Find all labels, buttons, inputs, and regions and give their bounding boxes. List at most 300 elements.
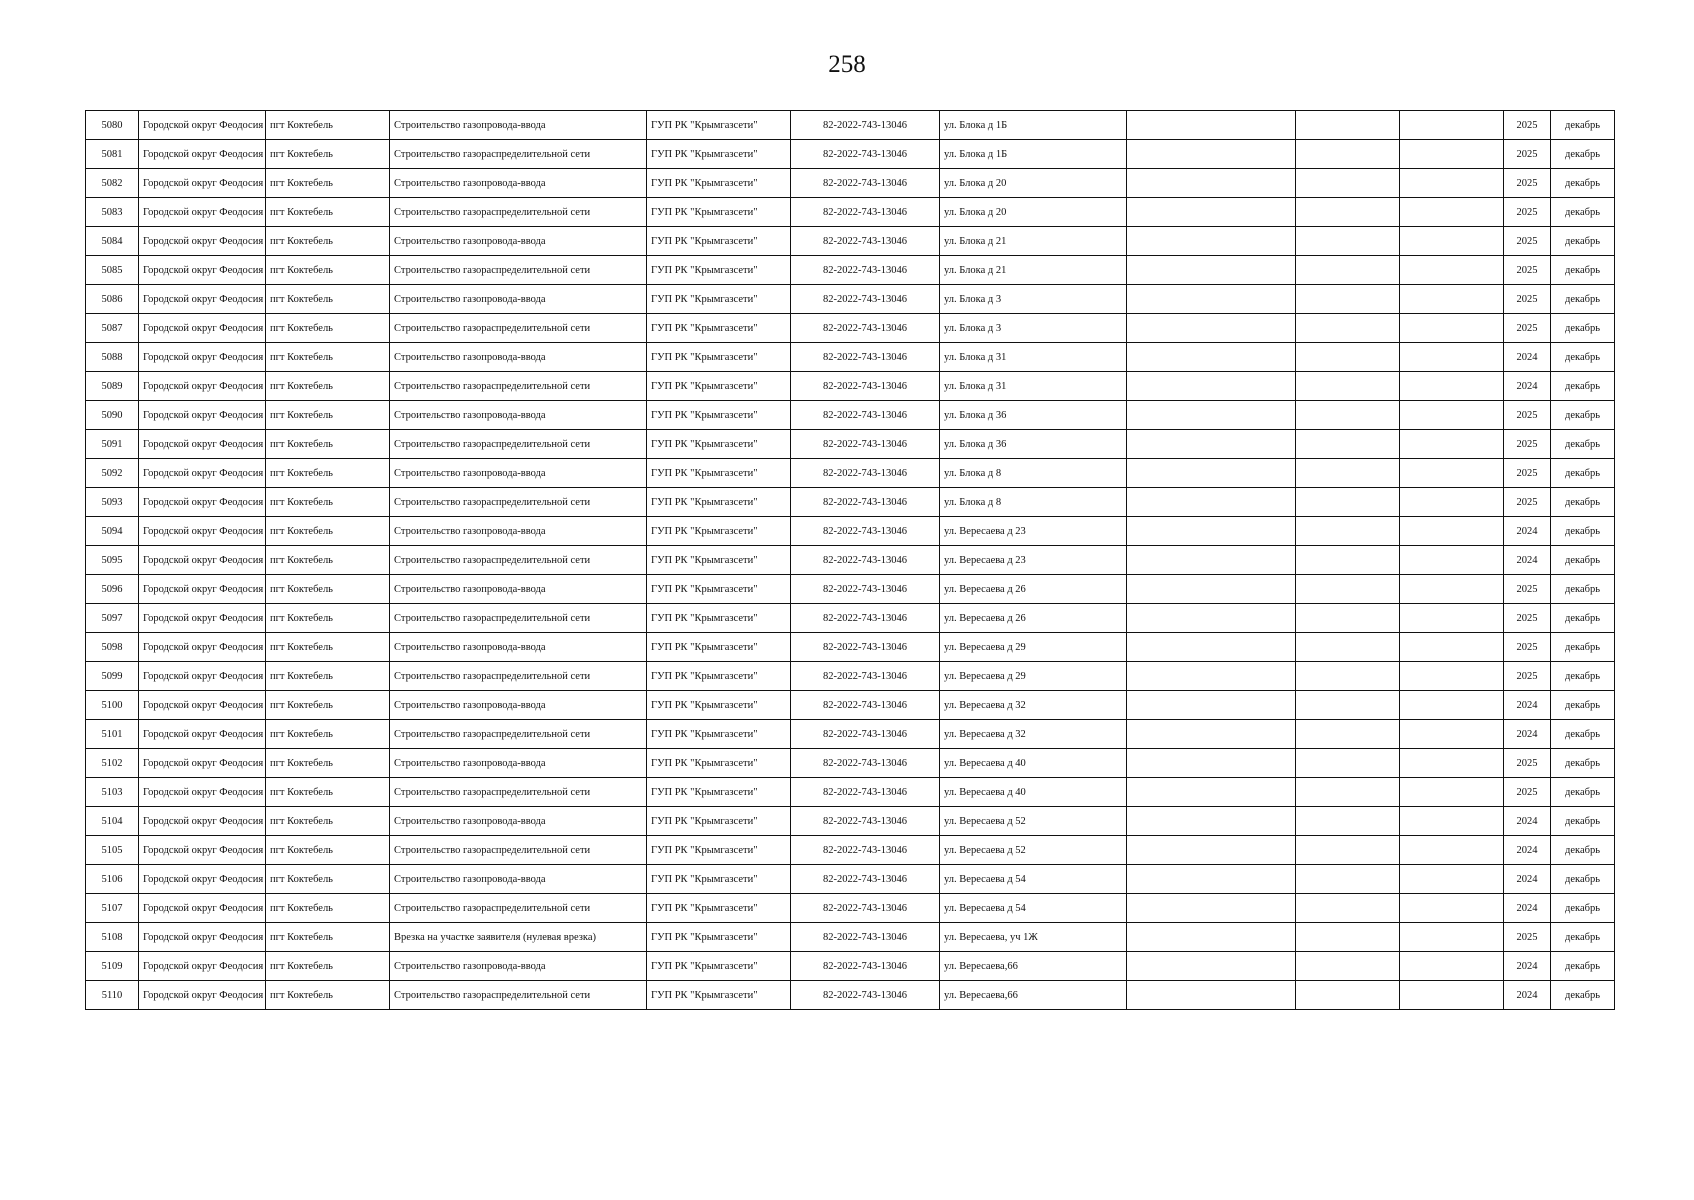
- row-year: 2024: [1504, 720, 1551, 749]
- row-code: 82-2022-743-13046: [791, 517, 940, 546]
- row-number: 5101: [86, 720, 139, 749]
- row-settlement: пгт Коктебель: [266, 140, 390, 169]
- row-code: 82-2022-743-13046: [791, 169, 940, 198]
- row-year: 2025: [1504, 285, 1551, 314]
- row-district: Городской округ Феодосия: [139, 836, 266, 865]
- row-settlement: пгт Коктебель: [266, 691, 390, 720]
- table-row: [86, 372, 1615, 401]
- row-number: 5102: [86, 749, 139, 778]
- row-address: ул. Блока д 36: [940, 401, 1127, 430]
- row-organization: ГУП РК "Крымгазсети": [647, 720, 791, 749]
- row-month: декабрь: [1551, 430, 1615, 459]
- row-address: ул. Вересаева д 40: [940, 778, 1127, 807]
- row-work-type: Строительство газопровода-ввода: [390, 575, 647, 604]
- row-work-type: Строительство газораспределительной сети: [390, 836, 647, 865]
- row-work-type: Строительство газопровода-ввода: [390, 517, 647, 546]
- row-district: Городской округ Феодосия: [139, 343, 266, 372]
- row-year: 2025: [1504, 111, 1551, 140]
- row-code: 82-2022-743-13046: [791, 285, 940, 314]
- row-year: 2025: [1504, 198, 1551, 227]
- table-row: [86, 169, 1615, 198]
- row-number: 5084: [86, 227, 139, 256]
- row-address: ул. Блока д 21: [940, 227, 1127, 256]
- table-row: [86, 836, 1615, 865]
- row-number: 5081: [86, 140, 139, 169]
- row-organization: ГУП РК "Крымгазсети": [647, 981, 791, 1010]
- row-empty-cell: [1296, 865, 1400, 894]
- row-number: 5097: [86, 604, 139, 633]
- row-number: 5105: [86, 836, 139, 865]
- row-settlement: пгт Коктебель: [266, 720, 390, 749]
- table-row: [86, 923, 1615, 952]
- row-empty-cell: [1296, 430, 1400, 459]
- row-work-type: Строительство газораспределительной сети: [390, 488, 647, 517]
- row-organization: ГУП РК "Крымгазсети": [647, 604, 791, 633]
- row-address: ул. Вересаева д 40: [940, 749, 1127, 778]
- row-work-type: Строительство газораспределительной сети: [390, 314, 647, 343]
- row-empty-cell: [1127, 691, 1296, 720]
- row-work-type: Строительство газопровода-ввода: [390, 343, 647, 372]
- row-code: 82-2022-743-13046: [791, 314, 940, 343]
- row-empty-cell: [1127, 604, 1296, 633]
- row-code: 82-2022-743-13046: [791, 575, 940, 604]
- row-code: 82-2022-743-13046: [791, 256, 940, 285]
- table-row: [86, 111, 1615, 140]
- row-empty-cell: [1127, 720, 1296, 749]
- row-month: декабрь: [1551, 546, 1615, 575]
- row-empty-cell: [1127, 401, 1296, 430]
- row-month: декабрь: [1551, 952, 1615, 981]
- row-organization: ГУП РК "Крымгазсети": [647, 314, 791, 343]
- row-work-type: Строительство газораспределительной сети: [390, 430, 647, 459]
- table-row: [86, 691, 1615, 720]
- row-settlement: пгт Коктебель: [266, 749, 390, 778]
- table-row: [86, 459, 1615, 488]
- row-address: ул. Вересаева д 54: [940, 865, 1127, 894]
- row-settlement: пгт Коктебель: [266, 169, 390, 198]
- row-month: декабрь: [1551, 517, 1615, 546]
- row-empty-cell: [1296, 285, 1400, 314]
- row-organization: ГУП РК "Крымгазсети": [647, 488, 791, 517]
- table-row: [86, 343, 1615, 372]
- row-year: 2024: [1504, 981, 1551, 1010]
- row-work-type: Строительство газопровода-ввода: [390, 691, 647, 720]
- row-work-type: Строительство газопровода-ввода: [390, 952, 647, 981]
- row-settlement: пгт Коктебель: [266, 227, 390, 256]
- row-address: ул. Блока д 20: [940, 198, 1127, 227]
- row-month: декабрь: [1551, 923, 1615, 952]
- row-year: 2025: [1504, 430, 1551, 459]
- row-empty-cell: [1400, 778, 1504, 807]
- row-code: 82-2022-743-13046: [791, 343, 940, 372]
- row-empty-cell: [1400, 401, 1504, 430]
- row-year: 2024: [1504, 952, 1551, 981]
- row-organization: ГУП РК "Крымгазсети": [647, 662, 791, 691]
- row-district: Городской округ Феодосия: [139, 662, 266, 691]
- row-settlement: пгт Коктебель: [266, 546, 390, 575]
- row-organization: ГУП РК "Крымгазсети": [647, 749, 791, 778]
- row-number: 5098: [86, 633, 139, 662]
- row-work-type: Строительство газораспределительной сети: [390, 720, 647, 749]
- row-empty-cell: [1127, 894, 1296, 923]
- row-empty-cell: [1400, 865, 1504, 894]
- row-number: 5089: [86, 372, 139, 401]
- row-year: 2025: [1504, 604, 1551, 633]
- row-empty-cell: [1296, 923, 1400, 952]
- row-empty-cell: [1296, 227, 1400, 256]
- row-empty-cell: [1296, 720, 1400, 749]
- row-year: 2024: [1504, 517, 1551, 546]
- row-empty-cell: [1400, 836, 1504, 865]
- row-year: 2024: [1504, 836, 1551, 865]
- row-empty-cell: [1127, 169, 1296, 198]
- row-empty-cell: [1296, 314, 1400, 343]
- row-work-type: Строительство газопровода-ввода: [390, 401, 647, 430]
- row-organization: ГУП РК "Крымгазсети": [647, 575, 791, 604]
- row-settlement: пгт Коктебель: [266, 981, 390, 1010]
- row-empty-cell: [1400, 749, 1504, 778]
- row-empty-cell: [1400, 314, 1504, 343]
- row-organization: ГУП РК "Крымгазсети": [647, 169, 791, 198]
- table-row: [86, 952, 1615, 981]
- row-address: ул. Блока д 8: [940, 459, 1127, 488]
- row-number: 5107: [86, 894, 139, 923]
- row-empty-cell: [1127, 575, 1296, 604]
- row-organization: ГУП РК "Крымгазсети": [647, 836, 791, 865]
- row-empty-cell: [1400, 488, 1504, 517]
- row-empty-cell: [1296, 807, 1400, 836]
- row-number: 5109: [86, 952, 139, 981]
- table-row: [86, 517, 1615, 546]
- row-empty-cell: [1127, 981, 1296, 1010]
- row-month: декабрь: [1551, 575, 1615, 604]
- row-empty-cell: [1127, 836, 1296, 865]
- row-code: 82-2022-743-13046: [791, 546, 940, 575]
- row-settlement: пгт Коктебель: [266, 952, 390, 981]
- row-code: 82-2022-743-13046: [791, 720, 940, 749]
- row-organization: ГУП РК "Крымгазсети": [647, 111, 791, 140]
- row-settlement: пгт Коктебель: [266, 401, 390, 430]
- row-district: Городской округ Феодосия: [139, 575, 266, 604]
- row-address: ул. Блока д 3: [940, 285, 1127, 314]
- row-number: 5088: [86, 343, 139, 372]
- row-address: ул. Блока д 36: [940, 430, 1127, 459]
- row-address: ул. Вересаева д 26: [940, 575, 1127, 604]
- row-empty-cell: [1296, 575, 1400, 604]
- row-organization: ГУП РК "Крымгазсети": [647, 952, 791, 981]
- row-year: 2025: [1504, 169, 1551, 198]
- row-empty-cell: [1296, 981, 1400, 1010]
- row-organization: ГУП РК "Крымгазсети": [647, 343, 791, 372]
- row-code: 82-2022-743-13046: [791, 372, 940, 401]
- row-number: 5095: [86, 546, 139, 575]
- row-empty-cell: [1400, 285, 1504, 314]
- row-month: декабрь: [1551, 662, 1615, 691]
- row-settlement: пгт Коктебель: [266, 807, 390, 836]
- table-row: [86, 807, 1615, 836]
- row-number: 5108: [86, 923, 139, 952]
- row-empty-cell: [1400, 633, 1504, 662]
- row-address: ул. Блока д 31: [940, 343, 1127, 372]
- row-month: декабрь: [1551, 807, 1615, 836]
- row-district: Городской округ Феодосия: [139, 169, 266, 198]
- row-organization: ГУП РК "Крымгазсети": [647, 517, 791, 546]
- table-row: [86, 227, 1615, 256]
- row-address: ул. Блока д 8: [940, 488, 1127, 517]
- row-code: 82-2022-743-13046: [791, 111, 940, 140]
- row-empty-cell: [1127, 430, 1296, 459]
- row-empty-cell: [1127, 778, 1296, 807]
- row-year: 2025: [1504, 256, 1551, 285]
- row-number: 5092: [86, 459, 139, 488]
- row-empty-cell: [1127, 923, 1296, 952]
- row-work-type: Врезка на участке заявителя (нулевая врезка): [390, 923, 647, 952]
- table-row: [86, 575, 1615, 604]
- row-year: 2025: [1504, 488, 1551, 517]
- row-empty-cell: [1400, 343, 1504, 372]
- row-empty-cell: [1296, 401, 1400, 430]
- row-code: 82-2022-743-13046: [791, 459, 940, 488]
- row-code: 82-2022-743-13046: [791, 981, 940, 1010]
- row-empty-cell: [1296, 140, 1400, 169]
- row-month: декабрь: [1551, 401, 1615, 430]
- row-empty-cell: [1296, 662, 1400, 691]
- row-code: 82-2022-743-13046: [791, 865, 940, 894]
- row-address: ул. Блока д 31: [940, 372, 1127, 401]
- row-settlement: пгт Коктебель: [266, 662, 390, 691]
- row-organization: ГУП РК "Крымгазсети": [647, 372, 791, 401]
- row-district: Городской округ Феодосия: [139, 140, 266, 169]
- table-row: [86, 865, 1615, 894]
- row-empty-cell: [1400, 662, 1504, 691]
- row-organization: ГУП РК "Крымгазсети": [647, 256, 791, 285]
- row-empty-cell: [1400, 894, 1504, 923]
- row-code: 82-2022-743-13046: [791, 807, 940, 836]
- row-organization: ГУП РК "Крымгазсети": [647, 691, 791, 720]
- row-district: Городской округ Феодосия: [139, 952, 266, 981]
- row-address: ул. Вересаева д 23: [940, 546, 1127, 575]
- row-number: 5093: [86, 488, 139, 517]
- row-district: Городской округ Феодосия: [139, 488, 266, 517]
- row-year: 2025: [1504, 778, 1551, 807]
- row-empty-cell: [1296, 604, 1400, 633]
- row-month: декабрь: [1551, 894, 1615, 923]
- row-address: ул. Вересаева д 32: [940, 720, 1127, 749]
- row-organization: ГУП РК "Крымгазсети": [647, 923, 791, 952]
- row-month: декабрь: [1551, 198, 1615, 227]
- row-code: 82-2022-743-13046: [791, 749, 940, 778]
- row-district: Городской округ Феодосия: [139, 691, 266, 720]
- row-work-type: Строительство газораспределительной сети: [390, 372, 647, 401]
- row-code: 82-2022-743-13046: [791, 662, 940, 691]
- table-row: [86, 981, 1615, 1010]
- row-year: 2025: [1504, 140, 1551, 169]
- row-settlement: пгт Коктебель: [266, 256, 390, 285]
- row-code: 82-2022-743-13046: [791, 836, 940, 865]
- row-year: 2025: [1504, 633, 1551, 662]
- row-empty-cell: [1296, 894, 1400, 923]
- row-settlement: пгт Коктебель: [266, 488, 390, 517]
- row-month: декабрь: [1551, 227, 1615, 256]
- row-code: 82-2022-743-13046: [791, 430, 940, 459]
- table-row: [86, 314, 1615, 343]
- row-district: Городской округ Феодосия: [139, 256, 266, 285]
- row-work-type: Строительство газопровода-ввода: [390, 459, 647, 488]
- row-code: 82-2022-743-13046: [791, 140, 940, 169]
- row-empty-cell: [1400, 952, 1504, 981]
- row-address: ул. Вересаева д 52: [940, 836, 1127, 865]
- row-code: 82-2022-743-13046: [791, 604, 940, 633]
- row-year: 2025: [1504, 314, 1551, 343]
- row-organization: ГУП РК "Крымгазсети": [647, 227, 791, 256]
- row-settlement: пгт Коктебель: [266, 343, 390, 372]
- row-settlement: пгт Коктебель: [266, 633, 390, 662]
- row-year: 2024: [1504, 372, 1551, 401]
- row-empty-cell: [1127, 546, 1296, 575]
- row-empty-cell: [1127, 517, 1296, 546]
- table-row: [86, 401, 1615, 430]
- row-empty-cell: [1296, 372, 1400, 401]
- row-empty-cell: [1296, 749, 1400, 778]
- row-work-type: Строительство газораспределительной сети: [390, 546, 647, 575]
- row-work-type: Строительство газопровода-ввода: [390, 749, 647, 778]
- row-address: ул. Блока д 1Б: [940, 140, 1127, 169]
- row-district: Городской округ Феодосия: [139, 314, 266, 343]
- row-year: 2024: [1504, 343, 1551, 372]
- row-work-type: Строительство газораспределительной сети: [390, 140, 647, 169]
- row-year: 2025: [1504, 459, 1551, 488]
- row-empty-cell: [1127, 662, 1296, 691]
- row-address: ул. Вересаева,66: [940, 981, 1127, 1010]
- row-number: 5103: [86, 778, 139, 807]
- row-month: декабрь: [1551, 865, 1615, 894]
- row-month: декабрь: [1551, 343, 1615, 372]
- row-district: Городской округ Феодосия: [139, 111, 266, 140]
- row-empty-cell: [1400, 111, 1504, 140]
- row-organization: ГУП РК "Крымгазсети": [647, 778, 791, 807]
- row-month: декабрь: [1551, 169, 1615, 198]
- row-organization: ГУП РК "Крымгазсети": [647, 459, 791, 488]
- row-month: декабрь: [1551, 836, 1615, 865]
- row-address: ул. Вересаева д 29: [940, 633, 1127, 662]
- row-empty-cell: [1296, 459, 1400, 488]
- row-month: декабрь: [1551, 981, 1615, 1010]
- row-empty-cell: [1127, 111, 1296, 140]
- row-empty-cell: [1127, 749, 1296, 778]
- row-district: Городской округ Феодосия: [139, 894, 266, 923]
- row-month: декабрь: [1551, 691, 1615, 720]
- row-code: 82-2022-743-13046: [791, 691, 940, 720]
- row-code: 82-2022-743-13046: [791, 227, 940, 256]
- row-code: 82-2022-743-13046: [791, 401, 940, 430]
- row-empty-cell: [1127, 285, 1296, 314]
- row-empty-cell: [1127, 633, 1296, 662]
- row-organization: ГУП РК "Крымгазсети": [647, 807, 791, 836]
- row-empty-cell: [1127, 459, 1296, 488]
- row-district: Городской округ Феодосия: [139, 546, 266, 575]
- row-address: ул. Вересаева д 26: [940, 604, 1127, 633]
- row-month: декабрь: [1551, 372, 1615, 401]
- row-empty-cell: [1400, 372, 1504, 401]
- row-month: декабрь: [1551, 749, 1615, 778]
- row-empty-cell: [1400, 256, 1504, 285]
- row-month: декабрь: [1551, 256, 1615, 285]
- row-empty-cell: [1296, 517, 1400, 546]
- row-empty-cell: [1127, 343, 1296, 372]
- row-empty-cell: [1296, 836, 1400, 865]
- row-organization: ГУП РК "Крымгазсети": [647, 140, 791, 169]
- row-address: ул. Вересаева д 32: [940, 691, 1127, 720]
- row-address: ул. Вересаева д 52: [940, 807, 1127, 836]
- table-row: [86, 604, 1615, 633]
- table-row: [86, 140, 1615, 169]
- row-address: ул. Вересаева д 23: [940, 517, 1127, 546]
- row-code: 82-2022-743-13046: [791, 952, 940, 981]
- row-code: 82-2022-743-13046: [791, 894, 940, 923]
- row-organization: ГУП РК "Крымгазсети": [647, 894, 791, 923]
- row-empty-cell: [1127, 256, 1296, 285]
- row-settlement: пгт Коктебель: [266, 459, 390, 488]
- row-address: ул. Вересаева, уч 1Ж: [940, 923, 1127, 952]
- row-empty-cell: [1400, 575, 1504, 604]
- row-address: ул. Вересаева,66: [940, 952, 1127, 981]
- row-number: 5110: [86, 981, 139, 1010]
- row-year: 2025: [1504, 227, 1551, 256]
- row-empty-cell: [1296, 488, 1400, 517]
- table-row: [86, 662, 1615, 691]
- row-year: 2025: [1504, 401, 1551, 430]
- row-district: Городской округ Феодосия: [139, 923, 266, 952]
- row-work-type: Строительство газораспределительной сети: [390, 662, 647, 691]
- row-address: ул. Блока д 3: [940, 314, 1127, 343]
- table-row: [86, 256, 1615, 285]
- row-empty-cell: [1400, 691, 1504, 720]
- row-district: Городской округ Феодосия: [139, 430, 266, 459]
- row-empty-cell: [1127, 807, 1296, 836]
- row-month: декабрь: [1551, 459, 1615, 488]
- row-month: декабрь: [1551, 314, 1615, 343]
- row-district: Городской округ Феодосия: [139, 459, 266, 488]
- row-settlement: пгт Коктебель: [266, 894, 390, 923]
- row-settlement: пгт Коктебель: [266, 604, 390, 633]
- table-row: [86, 430, 1615, 459]
- row-number: 5100: [86, 691, 139, 720]
- row-empty-cell: [1296, 169, 1400, 198]
- row-empty-cell: [1296, 691, 1400, 720]
- row-settlement: пгт Коктебель: [266, 372, 390, 401]
- row-empty-cell: [1400, 227, 1504, 256]
- table-row: [86, 285, 1615, 314]
- row-organization: ГУП РК "Крымгазсети": [647, 546, 791, 575]
- row-empty-cell: [1296, 256, 1400, 285]
- row-district: Городской округ Феодосия: [139, 227, 266, 256]
- row-address: ул. Блока д 1Б: [940, 111, 1127, 140]
- row-district: Городской округ Феодосия: [139, 401, 266, 430]
- row-organization: ГУП РК "Крымгазсети": [647, 430, 791, 459]
- table-row: [86, 720, 1615, 749]
- row-district: Городской округ Феодосия: [139, 749, 266, 778]
- row-empty-cell: [1127, 227, 1296, 256]
- row-district: Городской округ Феодосия: [139, 865, 266, 894]
- row-empty-cell: [1400, 807, 1504, 836]
- row-work-type: Строительство газопровода-ввода: [390, 285, 647, 314]
- row-number: 5104: [86, 807, 139, 836]
- row-year: 2025: [1504, 662, 1551, 691]
- row-number: 5087: [86, 314, 139, 343]
- row-month: декабрь: [1551, 778, 1615, 807]
- row-work-type: Строительство газопровода-ввода: [390, 227, 647, 256]
- row-work-type: Строительство газораспределительной сети: [390, 778, 647, 807]
